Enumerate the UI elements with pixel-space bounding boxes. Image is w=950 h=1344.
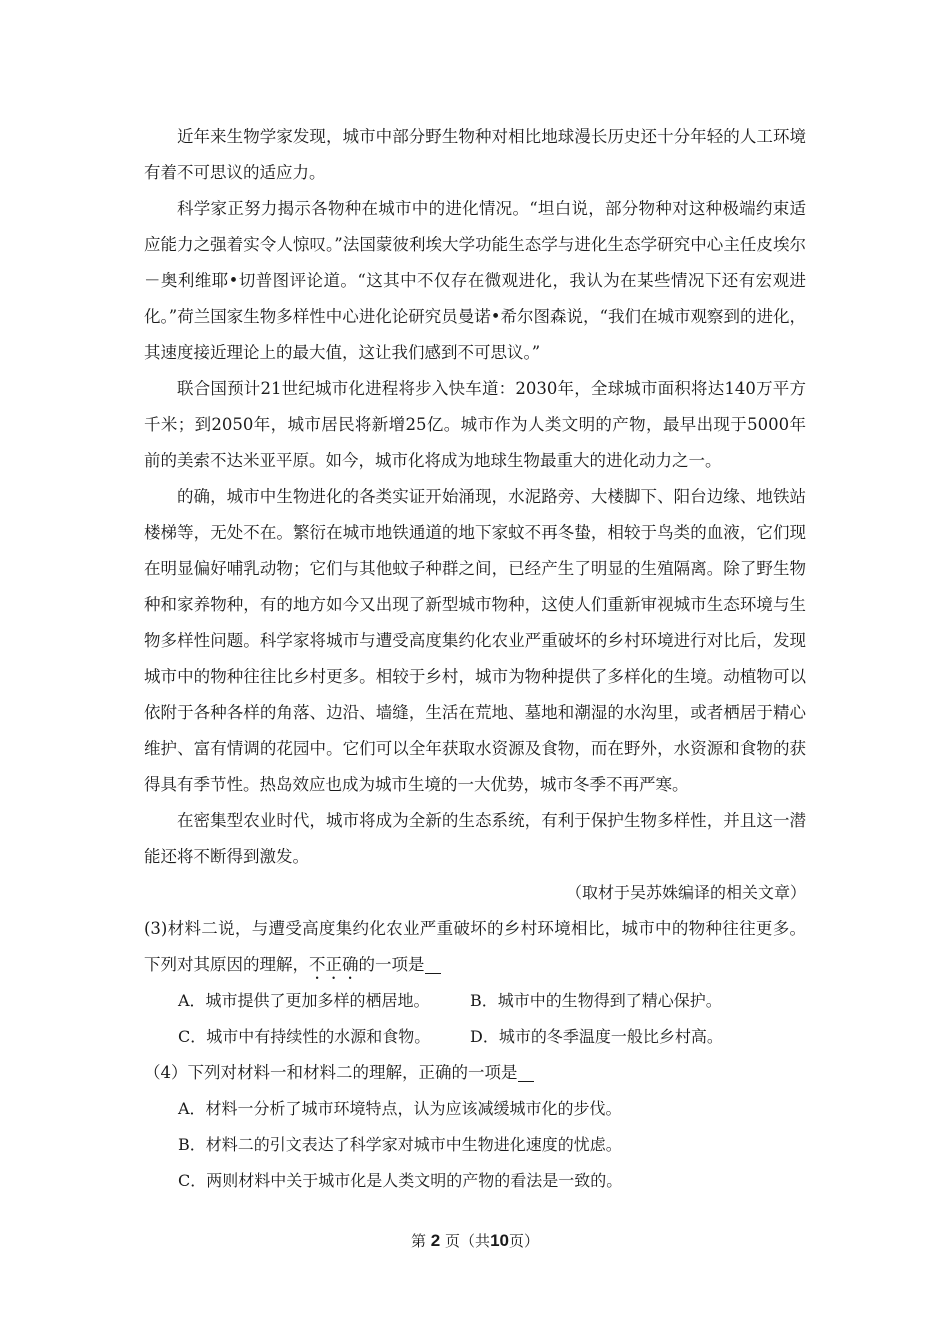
footer-suffix: 页） [508, 1232, 539, 1250]
question-4-stem [144, 1055, 806, 1091]
passage-paragraph-3: 联合国预计21世纪城市化进程将步入快车道：2030年，全球城市面积将达140万平方千米；到2050年，城市居民将新增25亿。城市作为人类文明的产物，最早出现于5000年前的美索不达米亚平原。如今，城市化将成为地球生物最重大的进化动力之一。 [144, 379, 806, 470]
passage-source: （取材于吴苏姝编译的相关文章） [565, 883, 806, 902]
question-4-option-a: A．材料一分析了城市环境特点，认为应该减缓城市化的步伐。 [178, 1099, 622, 1118]
question-3-prefix: (3)材料二说，与遭受高度集约化农业严重破坏的乡村环境相比，城市中的物种往往更多。下列对其原因的理解， [144, 919, 806, 974]
question-4-stem-text: （4）下列对材料一和材料二的理解，正确的一项是 [144, 1063, 518, 1082]
question-3-option-b: B．城市中的生物得到了精心保护。 [470, 991, 722, 1010]
passage-body [144, 119, 806, 1199]
footer-prefix: 第 [411, 1232, 427, 1250]
answer-blank [518, 1061, 534, 1082]
question-3-option-c: C．城市中有持续性的水源和食物。 [178, 1027, 431, 1046]
question-4-option-b: B．材料二的引文表达了科学家对城市中生物进化速度的忧虑。 [178, 1135, 622, 1154]
passage-paragraph-1: 近年来生物学家发现，城市中部分野生物种对相比地球漫长历史还十分年轻的人工环境有着不可思议的适应力。 [144, 127, 806, 182]
question-3-stem [144, 911, 806, 983]
question-3-emphasis: 不正确 [309, 955, 359, 974]
question-3-suffix: 的一项是 [358, 955, 425, 974]
passage-paragraph-5: 在密集型农业时代，城市将成为全新的生态系统，有利于保护生物多样性，并且这一潜能还将不断得到激发。 [144, 811, 806, 866]
passage-paragraph-2: 科学家正努力揭示各物种在城市中的进化情况。“坦白说，部分物种对这种极端约束适应能力之强着实令人惊叹。”法国蒙彼利埃大学功能生态学与进化生态学研究中心主任皮埃尔－奥利维耶•切普图评论道。“这其中不仅存在微观进化，我认为在某些情况下还有宏观进化。”荷兰国家生物多样性中心进化论研究员曼诺•希尔图森说，“我们在城市观察到的进化，其速度接近理论上的最大值，这让我们感到不可思议。” [144, 199, 806, 362]
question-3-option-d: D．城市的冬季温度一般比乡村高。 [470, 1027, 723, 1046]
footer-total-pages: 10 [490, 1231, 509, 1250]
page-footer [0, 1229, 950, 1253]
passage-paragraph-4: 的确，城市中生物进化的各类实证开始涌现，水泥路旁、大楼脚下、阳台边缘、地铁站楼梯等，无处不在。繁衍在城市地铁通道的地下家蚊不再冬蛰，相较于鸟类的血液，它们现在明显偏好哺乳动物；它们与其他蚊子种群之间，已经产生了明显的生殖隔离。除了野生物种和家养物种，有的地方如今又出现了新型城市物种，这使人们重新审视城市生态环境与生物多样性问题。科学家将城市与遭受高度集约化农业严重破坏的乡村环境进行对比后，发现城市中的物种往往比乡村更多。相较于乡村，城市为物种提供了多样化的生境。动植物可以依附于各种各样的角落、边沿、墙缝，生活在荒地、墓地和潮湿的水沟里，或者栖居于精心维护、富有情调的花园中。它们可以全年获取水资源及食物，而在野外，水资源和食物的获得具有季节性。热岛效应也成为城市生境的一大优势，城市冬季不再严寒。 [144, 487, 806, 794]
question-4-option-c: C．两则材料中关于城市化是人类文明的产物的看法是一致的。 [178, 1171, 623, 1190]
question-3-option-a: A．城市提供了更加多样的栖居地。 [178, 991, 430, 1010]
answer-blank [425, 953, 441, 974]
question-3-options [144, 983, 806, 1055]
footer-page-number: 2 [430, 1231, 441, 1250]
footer-middle: 页（共 [445, 1232, 491, 1250]
